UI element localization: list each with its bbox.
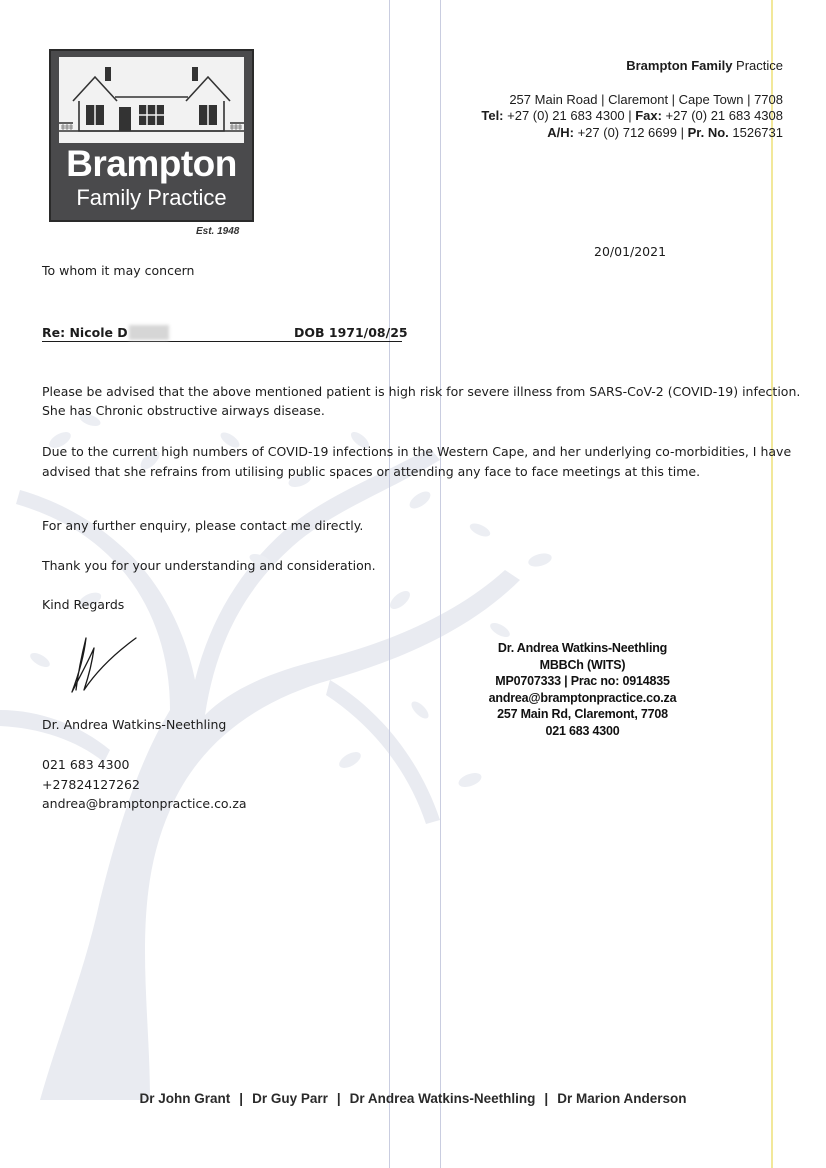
practice-tel-fax bbox=[481, 108, 783, 123]
footer-doctor: Dr Guy Parr bbox=[252, 1091, 328, 1106]
stamp-line-6: 021 683 4300 bbox=[545, 723, 620, 738]
stamp-line-4: andrea@bramptonpractice.co.za bbox=[488, 690, 677, 705]
footer-doctor: Dr Marion Anderson bbox=[557, 1091, 687, 1106]
paragraph-4: Thank you for your understanding and consideration. bbox=[42, 558, 376, 573]
prno-value: 1526731 bbox=[728, 125, 783, 140]
stamp-line-1: Dr. Andrea Watkins-Neethling bbox=[497, 641, 668, 655]
paragraph-2-line-2: advised that she refrains from utilising public spaces or attending any face to face meetings at this time. bbox=[42, 464, 701, 479]
signer-phone-1: 021 683 4300 bbox=[42, 757, 130, 772]
practice-name bbox=[626, 58, 783, 73]
redaction-blur bbox=[129, 325, 169, 340]
stamp-line-5: 257 Main Rd, Claremont, 7708 bbox=[497, 707, 668, 721]
footer-doctor: Dr John Grant bbox=[139, 1091, 231, 1106]
scan-line bbox=[389, 0, 390, 1168]
footer-doctor: Dr Andrea Watkins-Neethling bbox=[349, 1091, 536, 1106]
scan-line bbox=[771, 0, 773, 1168]
house-logo-illustration bbox=[59, 57, 244, 143]
re-line bbox=[42, 325, 408, 342]
ah-label: A/H: bbox=[547, 125, 574, 140]
patient-name: Re: Nicole D bbox=[42, 325, 128, 340]
scan-line bbox=[440, 0, 441, 1168]
salutation: To whom it may concern bbox=[42, 263, 195, 278]
tel-label: Tel: bbox=[481, 108, 504, 123]
paragraph-2-line-1: Due to the current high numbers of COVID-19 infections in the Western Cape, and her underlying co-morbidities, I have bbox=[42, 444, 792, 459]
logo-title: Brampton bbox=[66, 143, 237, 184]
fax-value: +27 (0) 21 683 4308 bbox=[661, 108, 783, 123]
footer-separator: | bbox=[239, 1091, 244, 1106]
paragraph-3: For any further enquiry, please contact me directly. bbox=[42, 518, 364, 533]
patient-dob: DOB 1971/08/25 bbox=[294, 325, 408, 340]
letter-date: 20/01/2021 bbox=[594, 244, 667, 259]
tel-value: +27 (0) 21 683 4300 | bbox=[503, 108, 636, 123]
tree-watermark bbox=[0, 380, 600, 1100]
stamp-line-2: MBBCh (WITS) bbox=[539, 657, 626, 672]
practice-name-bold: Brampton Family bbox=[626, 58, 733, 73]
signer-email: andrea@bramptonpractice.co.za bbox=[42, 796, 247, 811]
signer-phone-2: +27824127262 bbox=[42, 777, 140, 792]
prno-label: Pr. No. bbox=[687, 125, 729, 140]
paragraph-1-line-1: Please be advised that the above mentioned patient is high risk for severe illness from SARS-CoV-2 (COVID-19) infection. bbox=[42, 384, 801, 399]
footer-doctors bbox=[0, 1091, 826, 1106]
practice-ah-prno bbox=[547, 125, 783, 140]
practice-address: 257 Main Road | Claremont | Cape Town | 7708 bbox=[509, 92, 783, 107]
logo-subtitle: Family Practice bbox=[76, 185, 227, 210]
stamp-line-3: MP0707333 | Prac no: 0914835 bbox=[495, 674, 670, 688]
footer-separator: | bbox=[544, 1091, 549, 1106]
doctor-stamp bbox=[470, 640, 695, 739]
signer-name: Dr. Andrea Watkins-Neethling bbox=[42, 717, 227, 732]
ah-value: +27 (0) 712 6699 | bbox=[573, 125, 688, 140]
paragraph-1-line-2: She has Chronic obstructive airways disease. bbox=[42, 403, 325, 418]
practice-logo bbox=[49, 49, 254, 222]
practice-name-rest: Practice bbox=[732, 58, 783, 73]
handwritten-signature bbox=[66, 632, 138, 694]
fax-label: Fax: bbox=[635, 108, 662, 123]
logo-established: Est. 1948 bbox=[196, 226, 240, 237]
footer-separator: | bbox=[336, 1091, 341, 1106]
closing: Kind Regards bbox=[42, 597, 125, 612]
